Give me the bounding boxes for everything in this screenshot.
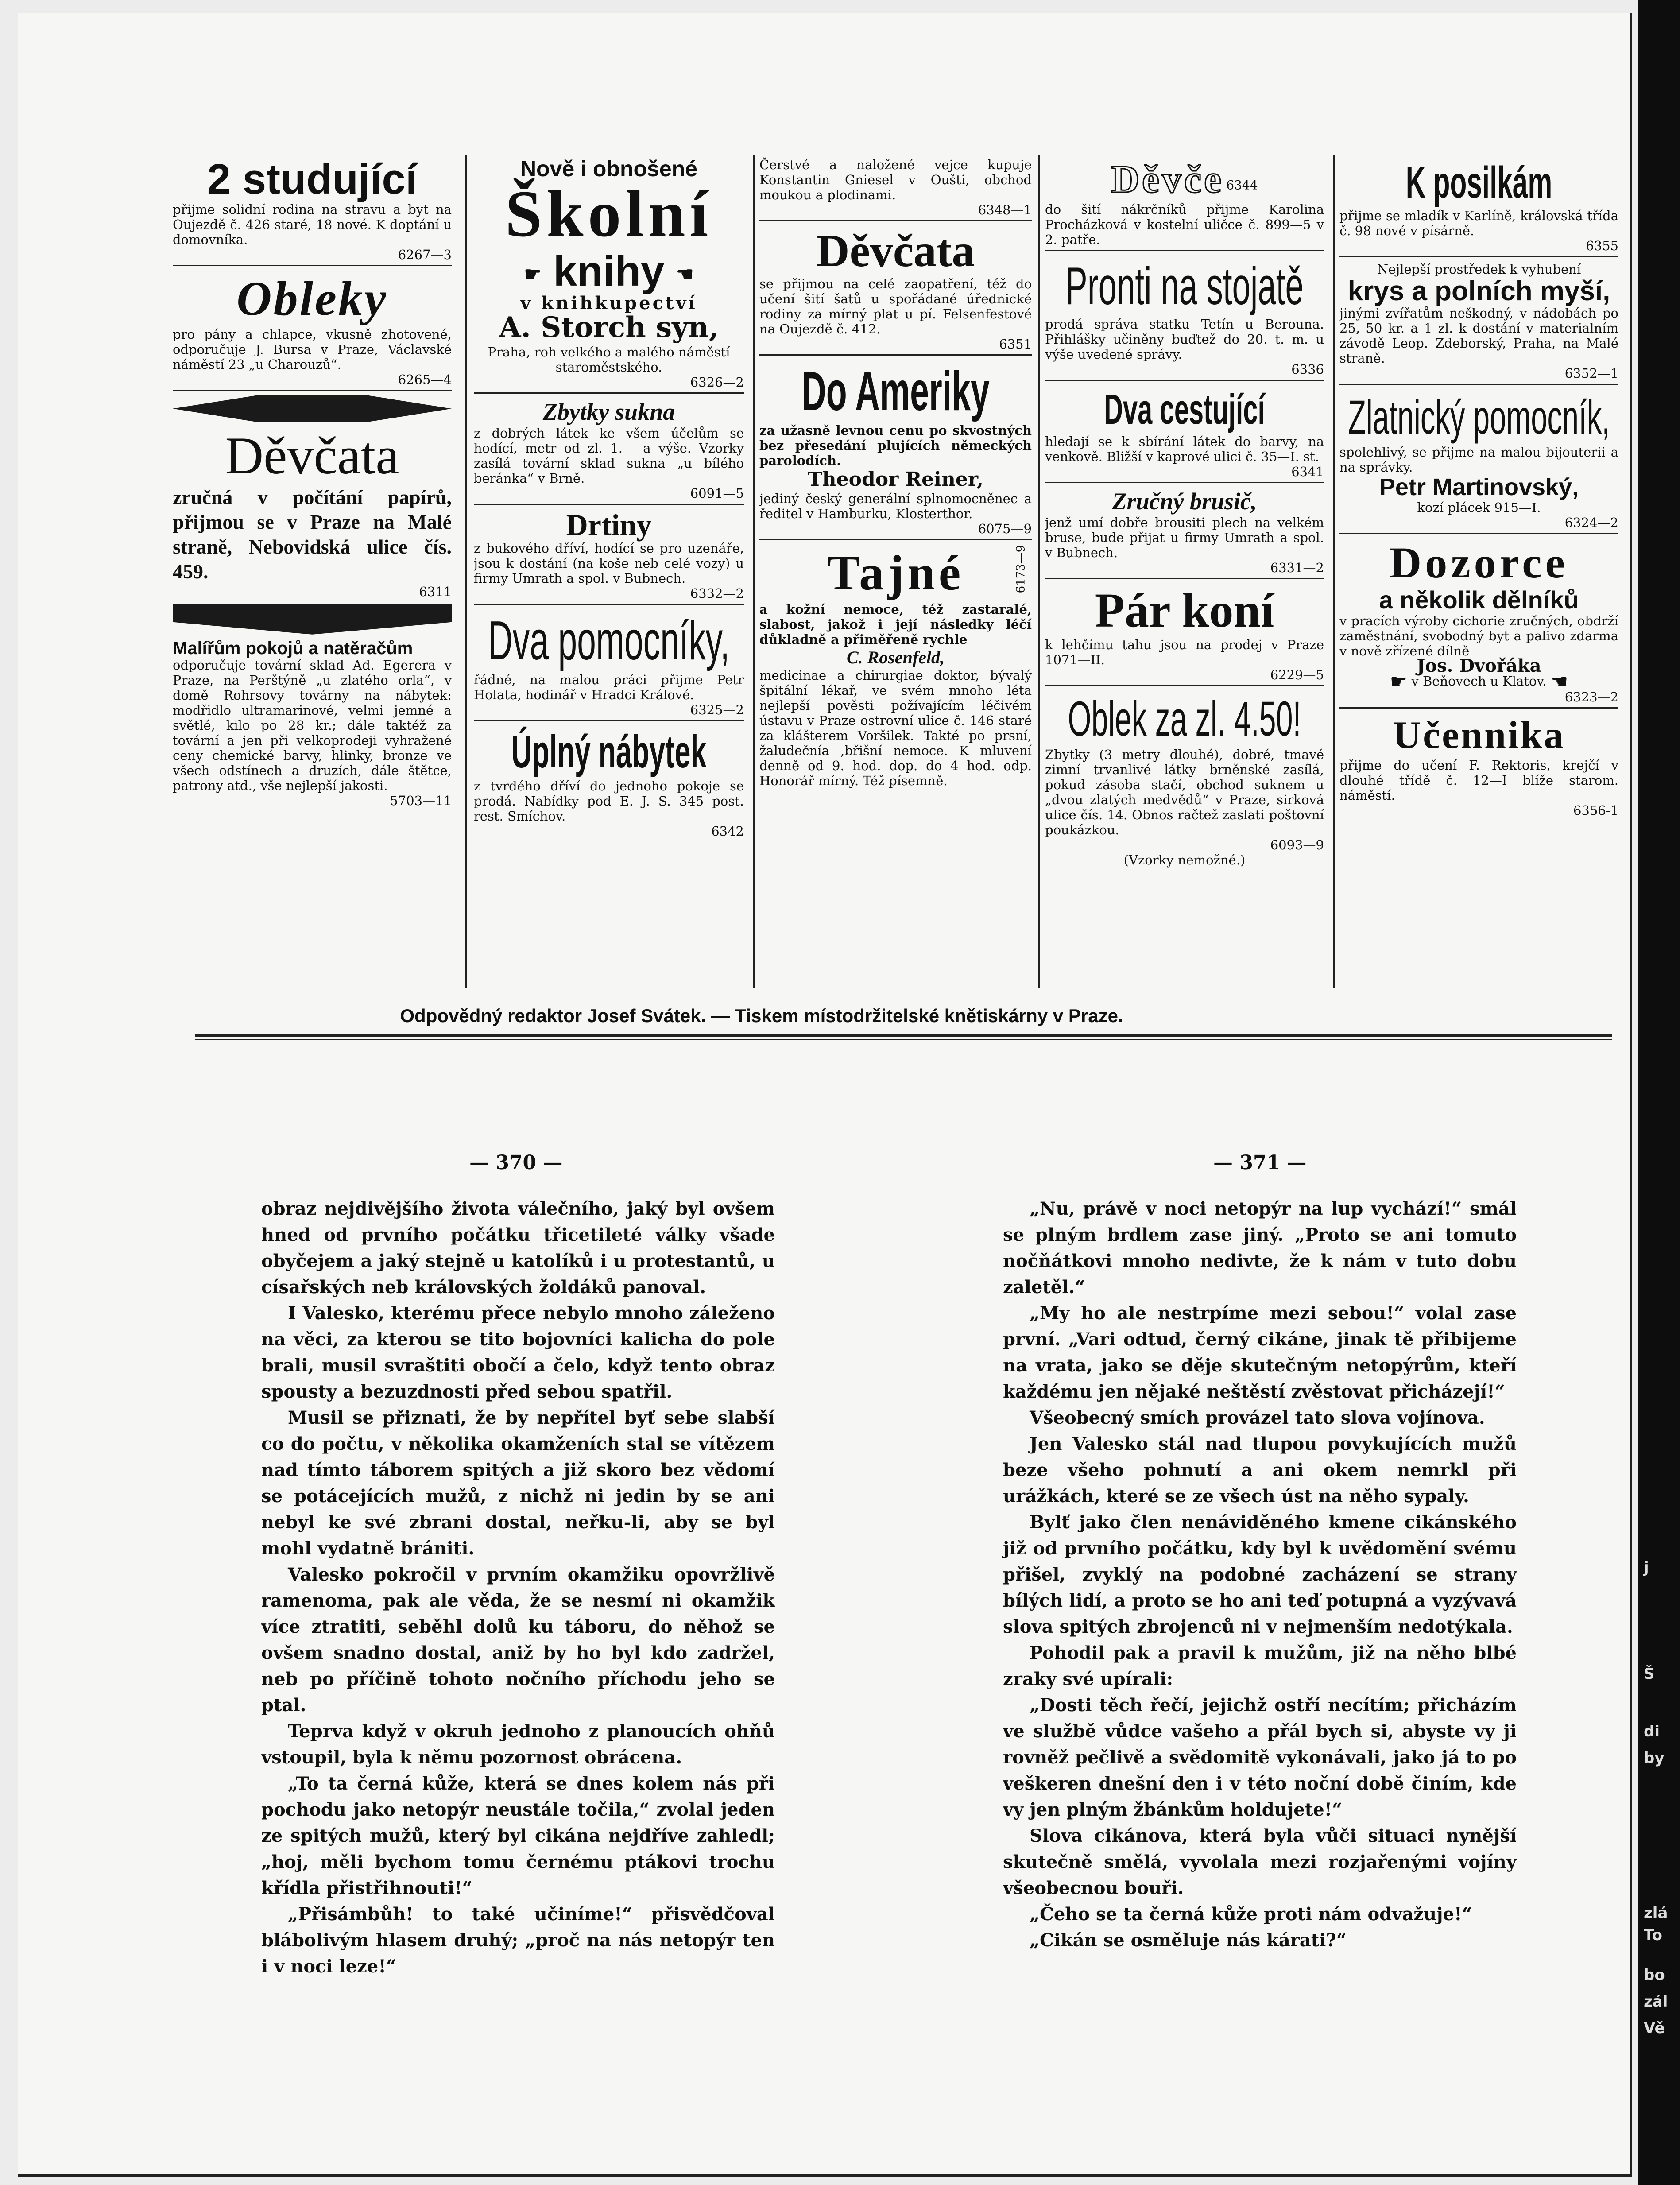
ad-title: Dva cestující	[1104, 386, 1265, 433]
ad-name: Theodor Reiner,	[807, 468, 984, 491]
page-number-right: — 371 —	[1213, 1151, 1307, 1174]
paragraph: Jen Valesko stál nad tlupou povykujících mužů beze všeho pohnutí a ani okem nemrkl při urážkách, které se ze všech úst na něho sypaly.	[1003, 1433, 1517, 1507]
ad-devcata	[173, 395, 452, 635]
ad-oblek	[1045, 691, 1324, 868]
ad-title: Děvče	[1111, 158, 1224, 201]
column-rule	[1333, 155, 1335, 988]
paragraph: „Nu, právě v noci netopýr na lup vychází!“ smál se plným brdlem zase jiný. „Proto se ani tomuto nočňátkovi mnoho nedivte, že k nám v tuto dobu zaletěl.“	[1003, 1198, 1517, 1298]
ad-body: zručná v počítání papírů, přijmou se v Praze na Malé straně, Nebovidská ulice čís. 459.	[173, 485, 452, 583]
ad-body: přijme se mladík v Karlíně, královská třída č. 98 nové v písárně.	[1339, 208, 1618, 238]
ad-par-koni	[1045, 584, 1324, 686]
ad-body: jenž umí dobře brousiti plech na velkém bruse, bude přijat u firmy Umrath a spol. v Bubnech.	[1045, 515, 1324, 560]
ad-title: Tajné	[827, 546, 964, 601]
paragraph: Teprva když v okruh jednoho z planoucích ohňů vstoupil, byla k němu pozornost obrácena.	[261, 1721, 775, 1768]
ad-body: jinými zvířatům neškodný, v nádobách po 25, 50 kr. a 1 zl. k dostání v materialním závodě Leop. Zdeborský, Praha, na Malé straně.	[1339, 306, 1618, 366]
ad-dozorce	[1339, 539, 1618, 709]
ad-code: 6326—2	[690, 374, 744, 390]
imprint-line: Odpovědný redaktor Josef Svátek. — Tiskem místodržitelské knětiskárny v Praze.	[400, 1005, 1123, 1026]
ads-column-5	[1339, 157, 1618, 994]
ad-malirum	[173, 639, 452, 808]
ad-body: řádné, na malou práci přijme Petr Holata, hodinář v Hradci Králové.	[474, 672, 744, 702]
ad-body: pro pány a chlapce, vkusně zhotovené, odporučuje J. Bursa v Praze, Václavské náměstí 23 „u Charouzů“.	[173, 326, 452, 372]
edge-fragment: Š	[1644, 1665, 1655, 1683]
edge-fragment: zlá	[1644, 1904, 1668, 1922]
paragraph: „Čeho se ta černá kůže proti nám odvažuje!“	[1030, 1904, 1472, 1925]
ad-body: z dobrých látek ke všem účelům se hodící, metr od zl. 1.— a výše. Vzorky zasílá tovární sklad sukna „u bílého beránka“ v Brně.	[474, 425, 744, 486]
ad-body: k lehčímu tahu jsou na prodej v Praze 1071—II.	[1045, 637, 1324, 667]
ad-code: 6265—4	[398, 372, 452, 387]
ad-code: 6311	[419, 584, 452, 599]
ad-code: 6323—2	[1564, 689, 1618, 705]
ad-vejce	[759, 157, 1032, 221]
ad-title: Úplný nábytek	[511, 726, 707, 778]
ad-zrucny-brusic	[1045, 488, 1324, 579]
ad-body: Zbytky (3 metry dlouhé), dobré, tmavé zimní trvanlivé látky brněnské zasílá, pokud zásoba stačí, obchod suknem u „dvou zlatých medvědů“ v Praze, sirková ulice čís. 14. Obnos račtež zaslati poštovní poukázkou.	[1045, 747, 1324, 837]
divider	[195, 1034, 1612, 1037]
ad-dva-cestujici	[1045, 385, 1324, 483]
scan-border	[1638, 0, 1680, 2185]
ad-title2: a několik dělníků	[1379, 585, 1579, 614]
pointing-hand-icon: ☛	[524, 263, 542, 285]
pointing-hand-icon: ☚	[676, 263, 694, 285]
ad-title: Zručný brusič,	[1112, 488, 1257, 515]
paragraph: Pohodil pak a pravil k mužům, již na něho blbé zraky své upírali:	[1003, 1643, 1517, 1689]
ad-code: 6331—2	[1270, 560, 1324, 575]
ad-code: 6352—1	[1564, 366, 1618, 381]
ad-devcata-2	[759, 226, 1032, 356]
ads-column-1	[173, 157, 452, 994]
paragraph: Musil se přiznati, že by nepřítel byť sebe slabší co do počtu, v několika okamženích stal se vítězem nad tímto táborem spitých a již skoro bez vědomí se potácejících mužů, z nichž ni jedin by se ani nebyl ke své zbrani dostal, neřku-li, aby se byl mohl vydatně brániti.	[261, 1407, 775, 1559]
ad-pronti	[1045, 256, 1324, 381]
ad-code: 6356-1	[1573, 802, 1618, 818]
paragraph: Slova cikánova, která byla vůči situaci nynější skutečně smělá, vyvolala mezi rozjařenými vojíny všeobecnou bouři.	[1003, 1825, 1517, 1898]
ad-body: Praha, roh velkého a malého náměstí staroměstského.	[488, 344, 730, 375]
ad-title: Malířům pokojů a natěračům	[173, 638, 413, 658]
ad-body: z bukového dříví, hodící se pro uzenáře, jsou k dostání (na koše neb celé vozy) u firmy Umrath a spol. v Bubnech.	[474, 540, 744, 586]
ad-code: 6093—9	[1270, 837, 1324, 852]
ad-code: 6351	[999, 337, 1032, 352]
ad-krys	[1339, 262, 1618, 385]
ad-firm: A. Storch syn,	[499, 310, 719, 344]
ad-skolni-knihy	[474, 157, 744, 394]
ad-title: Do Ameriky	[801, 361, 990, 422]
divider	[195, 1039, 1612, 1040]
ad-title: Zlatnický pomocník,	[1348, 390, 1610, 444]
ad-code: 6325—2	[690, 702, 744, 717]
ad-code: 6336	[1291, 362, 1324, 377]
paragraph: „My ho ale nestrpíme mezi sebou!“ volal zase první. „Vari odtud, černý cikáne, jinak tě přibijeme na vrata, jako se děje skutečným netopýrům, kteří každému jen nějaké neštěstí zvěstovat přicházejí!“	[1003, 1303, 1517, 1402]
ad-zbytky-sukna	[474, 398, 744, 505]
ad-title: Děvčata	[816, 225, 975, 276]
ad-body2: medicinae a chirurgiae doktor, bývalý špitální lékař, ve svém mnoho léta nejlepší pověsti požívajícím léčivém ústavu v Praze ostrovní ulice č. 146 staré za klášterem Voršilek. Takté po prsní, žaludečnía ,břišní nemoce. K mluvení denně od 9. hod. dop. do 4 hod. odp. Honorář mírný. Též písemně.	[759, 668, 1032, 789]
ad-tajne	[759, 545, 1032, 788]
ad-uplny-nabytek	[474, 726, 744, 839]
column-rule	[465, 155, 467, 988]
edge-fragment: j	[1644, 1559, 1649, 1577]
ad-body: spolehlivý, se přijme na malou bijouterii a na správky.	[1339, 445, 1618, 475]
ad-code: 6091—5	[690, 485, 744, 501]
ad-drtiny	[474, 509, 744, 605]
column-rule	[753, 155, 755, 988]
ad-title: K posilkám	[1405, 158, 1552, 207]
ad-body: z tvrdého dříví do jednoho pokoje se prodá. Nabídky pod E. J. S. 345 post. rest. Smíchov.	[474, 778, 744, 824]
paragraph: „Cikán se osměluje nás kárati?“	[1030, 1930, 1347, 1951]
ad-note: (Vzorky nemožné.)	[1123, 852, 1246, 868]
ad-body2: kozí plácek 915—I.	[1417, 500, 1541, 515]
ornament	[173, 395, 452, 422]
ad-name: Jos. Dvořáka	[1417, 655, 1541, 676]
ad-body: přijme do učení F. Rektoris, krejčí v dlouhé třídě č. 12—I blíže starom. náměstí.	[1339, 757, 1618, 803]
ad-code: 6355	[1586, 238, 1618, 253]
ad-code: 6332—2	[690, 585, 744, 601]
ad-title: 2 studující	[207, 157, 418, 203]
paragraph: „Přisámbůh! to také učiníme!“ přisvědčoval blábolivým hlasem druhý; „proč na nás netopýr ten i v noci leze!“	[261, 1904, 775, 1977]
pointing-hand-icon: ☛	[1390, 670, 1408, 693]
ad-name: Petr Martinovský,	[1379, 474, 1579, 501]
ad-devce	[1045, 157, 1324, 251]
ad-name: C. Rosenfeld,	[846, 647, 945, 668]
text-column-left	[261, 1196, 775, 1980]
ad-title: Děvčata	[225, 426, 399, 485]
pointing-hand-icon: ☚	[1550, 670, 1568, 693]
ad-title: Obleky	[236, 271, 388, 325]
ad-top: Nově i obnošené	[520, 157, 698, 181]
ad-body: jediný český generální splnomocněnec a ředitel v Hamburku, Klosterthor.	[759, 491, 1032, 522]
ad-ucennika	[1339, 713, 1618, 818]
ad-obleky	[173, 271, 452, 391]
ad-title: Pár koní	[1095, 583, 1274, 637]
ad-code: 6344	[1226, 178, 1258, 193]
ad-body: a kožní nemoce, též zastaralé, slabost, jakož i její následky léčí důkladně a přiměřeně rychle	[759, 602, 1032, 647]
ad-side-code: 6173—9	[1014, 545, 1028, 593]
ad-title-row	[474, 247, 744, 296]
column-rule	[1038, 155, 1040, 988]
ad-body: hledají se k sbírání látek do barvy, na venkově. Bližší v kaprové ulici č. 35—I. st.	[1045, 434, 1324, 464]
ad-code: 6342	[711, 823, 744, 839]
ornament	[173, 604, 452, 635]
ad-address-row	[1339, 670, 1618, 693]
ad-title: krys a polních myší,	[1347, 276, 1610, 306]
ad-body: se přijmou na celé zaopatření, též do učení šití šatů u spořádané úřednické rodiny za mírný plat u pí. Felsenfestové na Oujezdě č. 412.	[759, 276, 1032, 337]
paragraph: Valesko pokročil v prvním okamžiku opovržlivě ramenoma, pak ale věda, že se nesmí ni okamžik více ztratiti, seběhl dolů ku táboru, do něhož se ovšem snadno dostal, aniž by ho byl kdo zadržel, neb po příčině tohoto nočního příchodu jeho se ptal.	[261, 1564, 775, 1716]
ad-title: Dva pomocníky,	[488, 610, 730, 671]
ad-title: Pronti na stojatě	[1065, 256, 1304, 316]
ad-code: 6348—1	[978, 202, 1032, 217]
ad-title: Oblek za zl. 4.50!	[1068, 692, 1301, 746]
ad-do-ameriky	[759, 360, 1032, 540]
ad-zlatnicky	[1339, 389, 1618, 534]
ad-lead: Nejlepší prostředek k vyhubení	[1377, 262, 1581, 277]
edge-fragment: To	[1644, 1926, 1663, 1944]
ad-title: Učennika	[1393, 713, 1565, 757]
ad-title: Dozorce	[1390, 538, 1568, 587]
ad-code: 6267—3	[398, 247, 452, 262]
ad-body: přijme solidní rodina na stravu a byt na Oujezdě č. 426 staré, 18 nové. K doptání u domovníka.	[173, 201, 452, 247]
ad-sub: v knihkupectví	[520, 292, 697, 314]
ad-title: Zbytky sukna	[542, 398, 675, 425]
edge-fragment: by	[1644, 1749, 1665, 1767]
ad-studujici	[173, 157, 452, 266]
ad-code: 6341	[1291, 464, 1324, 479]
ads-column-3	[759, 157, 1032, 994]
page-number-left: — 370 —	[469, 1151, 563, 1174]
ad-body: Čerstvé a naložené vejce kupuje Konstantin Gniesel v Oušti, obchod moukou a plodinami.	[759, 157, 1032, 202]
ad-dva-pomocniky	[474, 609, 744, 721]
edge-fragment: bo	[1644, 1966, 1665, 1984]
ad-title: Drtiny	[566, 508, 652, 542]
ad-code: 6075—9	[978, 521, 1032, 537]
edge-fragment: zál	[1644, 1993, 1668, 2011]
ad-body: prodá správa statku Tetín u Berouna. Přihlášky učiněny buďtež do 20. t. m. u výše uvedené správy.	[1045, 317, 1324, 362]
text-column-right	[1003, 1196, 1517, 1953]
edge-fragment: Vě	[1644, 2019, 1665, 2037]
ad-code: 6229—5	[1270, 667, 1324, 682]
paragraph: obraz nejdivějšího života válečního, jaký byl ovšem hned od prvního počátku třicetileté války všade obyčejem a jaký stejně u katolíků i u protestantů, u císařských neb královských žoldáků panoval.	[261, 1198, 775, 1298]
paragraph: Bylť jako člen nenáviděného kmene cikánského již od prvního počátku, kdy byl k uvědomění svému přišel, zvyklý na podobné zacházení se strany bílých lidí, a proto se ho ani teď potupná a vyzývavá slova spitých zbrojenců ni v nejmenším nedotýkala.	[1003, 1512, 1517, 1637]
ad-body2: v Beňovech u Klatov.	[1411, 673, 1547, 689]
ads-column-4	[1045, 157, 1324, 994]
ad-k-posilkam	[1339, 157, 1618, 257]
ad-body: odporučuje tovární sklad Ad. Egerera v Praze, na Perštýně „u zlatého orla“, v domě Rohrsovy továrny na nábytek: modřidlo ultramarinové, velmi jemné a světlé, kilo po 28 kr.; dále taktéž za tovární a jen při velkoprodeji vyhražené ceny chemické barvy, hlinky, bronze ve všech odstínech a druzích, dále štětce, patrony atd., vše nejlepší jakosti.	[173, 657, 452, 793]
paragraph: I Valesko, kterému přece nebylo mnoho záleženo na věci, za kterou se tito bojovníci kalicha do pole brali, musil svraštiti obočí a čelo, když tento obraz spousty a bezuzdnosti před sebou spatřil.	[261, 1303, 775, 1402]
ad-code: 6324—2	[1564, 515, 1618, 530]
paragraph: Všeobecný smích provázel tato slova vojínova.	[1030, 1407, 1485, 1428]
ad-body: v pracích výroby cichorie zručných, obdrží zaměstnání, svobodný byt a palivo zdarma v nově zřízené dílně	[1339, 613, 1618, 659]
ads-column-2	[474, 157, 744, 994]
ad-body: do šití nákrčníků přijme Karolina Procházková v kostelní uličce č. 899—5 v 2. patře.	[1045, 202, 1324, 247]
paragraph: „To ta černá kůže, která se dnes kolem nás při pochodu jako netopýr neustále točila,“ zvolal jeden ze spitých mužů, který byl cikána nejdříve zahledl; „hoj, měli bychom tomu černému ptákovi trochu křídla přistřihnouti!“	[261, 1773, 775, 1898]
ad-code: 5703—11	[390, 793, 452, 808]
ad-title: Školní	[505, 177, 713, 251]
ad-lead: za užasně levnou cenu po skvostných bez přesedání plujících německých parolodích.	[759, 423, 1032, 469]
paragraph: „Dosti těch řečí, jejichž ostří necítím; přicházím ve službě vůdce vašeho a přál bych si, abyste vy ji rovněž pečlivě a svědomitě vykonávali, jako já to po veškeren dnešní den i v této noční době činím, kde vy jen plným žbánkům holdujete!“	[1003, 1695, 1517, 1820]
ad-title2: knihy	[553, 247, 665, 295]
edge-fragment: di	[1644, 1723, 1660, 1740]
